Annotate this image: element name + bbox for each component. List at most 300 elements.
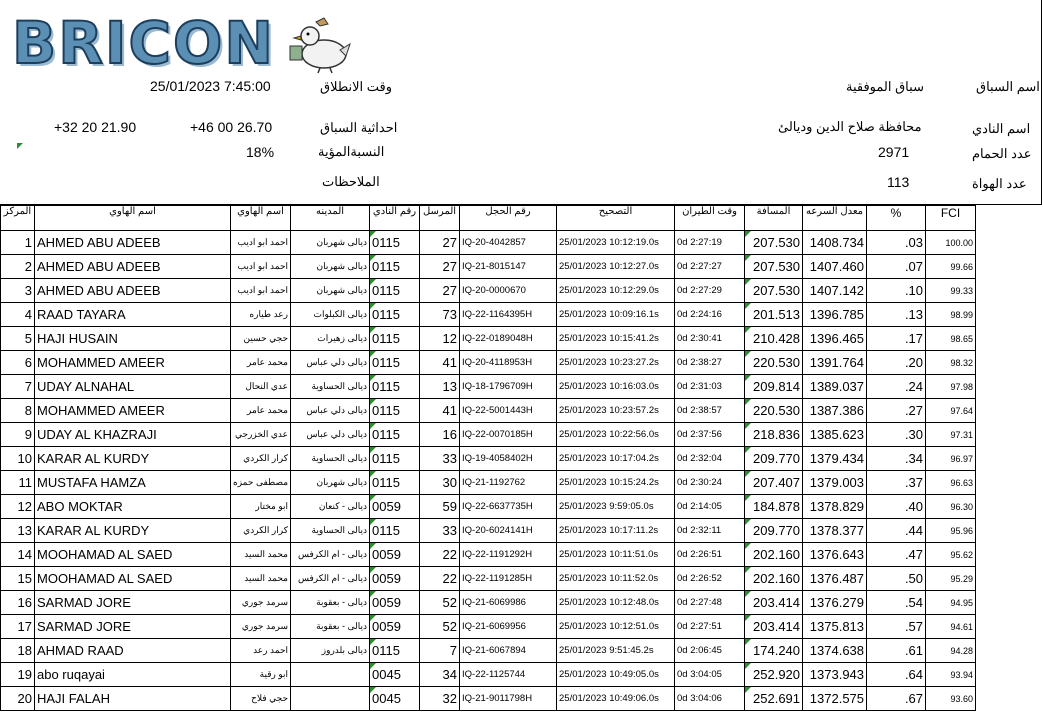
cell-flight-time: 0d 2:24:16 [675,303,745,327]
table-row [1,327,976,351]
table-row [1,519,976,543]
cell-distance: 209.770 [745,519,803,543]
logo-text: BRICON [12,9,275,77]
cell-club: 0045 [370,687,420,711]
cell-percent: .54 [867,591,926,615]
cell-city: ديالى زهيرات [291,327,370,351]
col-flight-time: وقت الطيران [675,206,745,231]
cell-fci: 94.28 [926,639,976,663]
pigeon-mascot-icon [280,16,352,74]
table-header-row [1,206,976,231]
col-percent: % [867,206,926,231]
percent-label: النسبةالمؤية [318,144,385,159]
cell-distance: 207.407 [745,471,803,495]
cell-name-en: HAJI FALAH [35,687,231,711]
green-corner-mark [17,143,23,149]
cell-percent: .30 [867,423,926,447]
cell-name-en: SARMAD JORE [35,591,231,615]
cell-percent: .61 [867,639,926,663]
cell-percent: .10 [867,279,926,303]
cell-name-ar: عدي الخزرجي [231,423,291,447]
col-city: المدينه [291,206,370,231]
cell-correction: 25/01/2023 10:12:19.0s [557,231,675,255]
cell-fci: 95.29 [926,567,976,591]
cell-club: 0059 [370,591,420,615]
notes-label: الملاحظات [322,174,380,189]
cell-percent: .34 [867,447,926,471]
cell-name-en: KARAR AL KURDY [35,447,231,471]
cell-ring: IQ-19-4058402H [460,447,557,471]
cell-speed: 1374.638 [803,639,867,663]
cell-name-en: AHMAD RAAD [35,639,231,663]
cell-sent: 59 [420,495,460,519]
cell-city: ديالى شهربان [291,279,370,303]
cell-name-ar: احمد ابو اديب [231,279,291,303]
cell-flight-time: 0d 2:26:52 [675,567,745,591]
cell-rank: 17 [1,615,35,639]
cell-distance: 210.428 [745,327,803,351]
cell-ring: IQ-22-6637735H [460,495,557,519]
cell-city [291,687,370,711]
cell-correction: 25/01/2023 9:51:45.2s [557,639,675,663]
cell-flight-time: 0d 2:26:51 [675,543,745,567]
cell-city: ديالى الكبلوات [291,303,370,327]
cell-rank: 3 [1,279,35,303]
cell-club: 0115 [370,303,420,327]
cell-name-en: MOHAMMED AMEER [35,399,231,423]
cell-sent: 32 [420,687,460,711]
cell-rank: 20 [1,687,35,711]
cell-fci: 94.61 [926,615,976,639]
cell-city: ديالى الحساوية [291,519,370,543]
cell-sent: 41 [420,351,460,375]
cell-speed: 1378.829 [803,495,867,519]
cell-club: 0115 [370,423,420,447]
cell-city: ديالى شهربان [291,471,370,495]
table-row [1,543,976,567]
cell-sent: 33 [420,447,460,471]
cell-city: ديالى دلي عباس [291,351,370,375]
cell-sent: 34 [420,663,460,687]
cell-name-en: SARMAD JORE [35,615,231,639]
cell-fci: 96.97 [926,447,976,471]
cell-name-en: UDAY AL KHAZRAJI [35,423,231,447]
cell-flight-time: 0d 3:04:06 [675,687,745,711]
cell-name-ar: كرار الكردي [231,519,291,543]
cell-rank: 9 [1,423,35,447]
cell-flight-time: 0d 2:27:19 [675,231,745,255]
fanciers-value: 113 [887,174,910,190]
table-row [1,663,976,687]
cell-correction: 25/01/2023 10:12:29.0s [557,279,675,303]
cell-flight-time: 0d 2:32:04 [675,447,745,471]
cell-percent: .03 [867,231,926,255]
cell-city: ديالى شهربان [291,255,370,279]
cell-speed: 1376.487 [803,567,867,591]
cell-fci: 94.95 [926,591,976,615]
club-name-label: اسم النادي [972,121,1031,136]
cell-city: ديالى دلي عباس [291,399,370,423]
cell-name-ar: ابو رقية [231,663,291,687]
cell-ring: IQ-22-1125744 [460,663,557,687]
cell-city: ديالى الحساوية [291,447,370,471]
table-row [1,375,976,399]
cell-flight-time: 0d 2:27:27 [675,255,745,279]
cell-correction: 25/01/2023 10:11:52.0s [557,567,675,591]
cell-distance: 220.530 [745,399,803,423]
cell-rank: 11 [1,471,35,495]
cell-name-en: AHMED ABU ADEEB [35,255,231,279]
cell-rank: 8 [1,399,35,423]
cell-ring: IQ-21-6069986 [460,591,557,615]
cell-flight-time: 0d 3:04:05 [675,663,745,687]
table-row [1,615,976,639]
cell-name-ar: سرمد جوري [231,591,291,615]
cell-fci: 93.94 [926,663,976,687]
cell-club: 0115 [370,519,420,543]
cell-name-en: AHMED ABU ADEEB [35,231,231,255]
cell-percent: .24 [867,375,926,399]
cell-sent: 22 [420,543,460,567]
cell-flight-time: 0d 2:38:57 [675,399,745,423]
cell-name-ar: سرمد جوري [231,615,291,639]
cell-rank: 10 [1,447,35,471]
cell-sent: 33 [420,519,460,543]
col-correction: التصحيح [557,206,675,231]
cell-name-ar: ابو مختار [231,495,291,519]
cell-correction: 25/01/2023 10:49:06.0s [557,687,675,711]
cell-club: 0059 [370,615,420,639]
cell-name-en: HAJI HUSAIN [35,327,231,351]
cell-speed: 1375.813 [803,615,867,639]
cell-rank: 7 [1,375,35,399]
cell-percent: .27 [867,399,926,423]
cell-ring: IQ-21-6067894 [460,639,557,663]
cell-flight-time: 0d 2:27:48 [675,591,745,615]
cell-city: ديالى الحساوية [291,375,370,399]
coords-lon: +32 20 21.90 [54,119,137,135]
cell-name-ar: حجي حسين [231,327,291,351]
cell-distance: 184.878 [745,495,803,519]
cell-city: ديالى بلدروز [291,639,370,663]
cell-correction: 25/01/2023 10:23:57.2s [557,399,675,423]
cell-rank: 19 [1,663,35,687]
bricon-logo [12,9,342,77]
cell-club: 0115 [370,351,420,375]
col-name-en: اسم الهاوي [35,206,231,231]
cell-fci: 97.98 [926,375,976,399]
pigeons-value: 2971 [878,144,910,160]
cell-distance: 252.920 [745,663,803,687]
cell-speed: 1376.279 [803,591,867,615]
cell-name-ar: احمد ابو اديب [231,255,291,279]
cell-percent: .57 [867,615,926,639]
cell-sent: 12 [420,327,460,351]
cell-ring: IQ-22-0189048H [460,327,557,351]
cell-name-en: MUSTAFA HAMZA [35,471,231,495]
col-distance: المسافة [745,206,803,231]
cell-name-ar: حجي فلاح [231,687,291,711]
cell-correction: 25/01/2023 10:11:51.0s [557,543,675,567]
cell-sent: 30 [420,471,460,495]
cell-city: ديالى دلي عباس [291,423,370,447]
col-name-ar: اسم الهاوي [231,206,291,231]
cell-name-en: MOOHAMAD AL SAED [35,543,231,567]
cell-rank: 6 [1,351,35,375]
cell-flight-time: 0d 2:32:11 [675,519,745,543]
cell-ring: IQ-22-1191292H [460,543,557,567]
cell-correction: 25/01/2023 10:15:41.2s [557,327,675,351]
cell-distance: 203.414 [745,591,803,615]
cell-percent: .37 [867,471,926,495]
cell-correction: 25/01/2023 10:12:48.0s [557,591,675,615]
coords-lat: +46 00 26.70 [190,119,273,135]
club-name-value: محافظة صلاح الدين وديالئ [778,119,922,134]
cell-flight-time: 0d 2:30:24 [675,471,745,495]
cell-percent: .64 [867,663,926,687]
cell-city: ديالى - بعقوبة [291,591,370,615]
cell-fci: 98.65 [926,327,976,351]
cell-name-ar: احمد ابو اديب [231,231,291,255]
cell-rank: 15 [1,567,35,591]
cell-distance: 220.530 [745,351,803,375]
cell-rank: 16 [1,591,35,615]
cell-fci: 95.62 [926,543,976,567]
cell-name-ar: محمد السيد [231,567,291,591]
cell-ring: IQ-22-5001443H [460,399,557,423]
cell-name-ar: محمد السيد [231,543,291,567]
cell-distance: 252.691 [745,687,803,711]
cell-name-ar: مصطفى حمزه [231,471,291,495]
cell-speed: 1378.377 [803,519,867,543]
table-row [1,687,976,711]
cell-club: 0059 [370,543,420,567]
cell-flight-time: 0d 2:37:56 [675,423,745,447]
cell-correction: 25/01/2023 10:15:24.2s [557,471,675,495]
cell-fci: 93.60 [926,687,976,711]
cell-ring: IQ-20-6024141H [460,519,557,543]
cell-percent: .67 [867,687,926,711]
cell-city: ديالى - بعقوبة [291,615,370,639]
cell-percent: .40 [867,495,926,519]
table-row [1,351,976,375]
cell-club: 0115 [370,399,420,423]
cell-city: ديالى - كنعان [291,495,370,519]
cell-rank: 2 [1,255,35,279]
cell-ring: IQ-22-1164395H [460,303,557,327]
cell-club: 0115 [370,471,420,495]
cell-percent: .47 [867,543,926,567]
cell-sent: 73 [420,303,460,327]
cell-rank: 12 [1,495,35,519]
cell-distance: 218.836 [745,423,803,447]
cell-sent: 41 [420,399,460,423]
col-speed: معدل السرعه [803,206,867,231]
cell-name-ar: محمد عامر [231,399,291,423]
cell-fci: 98.99 [926,303,976,327]
cell-speed: 1387.386 [803,399,867,423]
table-row [1,567,976,591]
start-time-label: وقت الانطلاق [320,79,393,94]
pigeons-label: عدد الحمام [972,146,1032,161]
col-club: رقم النادي [370,206,420,231]
cell-speed: 1389.037 [803,375,867,399]
cell-flight-time: 0d 2:30:41 [675,327,745,351]
cell-name-ar: كرار الكردي [231,447,291,471]
cell-correction: 25/01/2023 10:23:27.2s [557,351,675,375]
cell-distance: 203.414 [745,615,803,639]
race-name-value: سباق الموفقية [846,79,924,94]
cell-sent: 16 [420,423,460,447]
cell-name-en: RAAD TAYARA [35,303,231,327]
cell-speed: 1408.734 [803,231,867,255]
results-table [0,205,976,711]
cell-club: 0115 [370,255,420,279]
cell-flight-time: 0d 2:06:45 [675,639,745,663]
cell-speed: 1396.465 [803,327,867,351]
cell-distance: 207.530 [745,255,803,279]
cell-city [291,663,370,687]
cell-fci: 95.96 [926,519,976,543]
col-ring: رقم الحجل [460,206,557,231]
cell-distance: 202.160 [745,567,803,591]
cell-speed: 1373.943 [803,663,867,687]
cell-name-en: KARAR AL KURDY [35,519,231,543]
cell-ring: IQ-21-8015147 [460,255,557,279]
cell-name-ar: رعد طياره [231,303,291,327]
cell-club: 0059 [370,567,420,591]
cell-distance: 209.814 [745,375,803,399]
cell-percent: .17 [867,327,926,351]
cell-speed: 1379.434 [803,447,867,471]
cell-speed: 1396.785 [803,303,867,327]
cell-club: 0059 [370,495,420,519]
cell-fci: 96.30 [926,495,976,519]
col-rank: المركز [1,206,35,231]
cell-fci: 100.00 [926,231,976,255]
cell-percent: .07 [867,255,926,279]
cell-percent: .50 [867,567,926,591]
table-row [1,423,976,447]
cell-name-en: UDAY ALNAHAL [35,375,231,399]
fanciers-label: عدد الهواة [972,176,1027,191]
cell-percent: .13 [867,303,926,327]
cell-fci: 97.64 [926,399,976,423]
cell-name-en: MOHAMMED AMEER [35,351,231,375]
cell-name-en: MOOHAMAD AL SAED [35,567,231,591]
cell-club: 0045 [370,663,420,687]
cell-name-en: ABO MOKTAR [35,495,231,519]
cell-rank: 14 [1,543,35,567]
cell-sent: 52 [420,591,460,615]
col-fci: FCI [926,206,976,231]
table-row [1,471,976,495]
cell-ring: IQ-21-9011798H [460,687,557,711]
cell-correction: 25/01/2023 9:59:05.0s [557,495,675,519]
cell-distance: 201.513 [745,303,803,327]
cell-fci: 99.33 [926,279,976,303]
cell-percent: .20 [867,351,926,375]
cell-speed: 1407.142 [803,279,867,303]
cell-flight-time: 0d 2:31:03 [675,375,745,399]
cell-club: 0115 [370,231,420,255]
race-name-label: اسم السباق [976,79,1040,94]
cell-flight-time: 0d 2:27:29 [675,279,745,303]
cell-name-en: AHMED ABU ADEEB [35,279,231,303]
percent-value: 18% [246,144,275,160]
cell-club: 0115 [370,447,420,471]
coords-label: احداثية السباق [320,120,398,135]
table-row [1,591,976,615]
cell-fci: 98.32 [926,351,976,375]
cell-correction: 25/01/2023 10:17:04.2s [557,447,675,471]
cell-sent: 13 [420,375,460,399]
cell-club: 0115 [370,279,420,303]
cell-sent: 22 [420,567,460,591]
cell-city: ديالى شهربان [291,231,370,255]
cell-club: 0115 [370,639,420,663]
cell-correction: 25/01/2023 10:17:11.2s [557,519,675,543]
table-row [1,639,976,663]
cell-correction: 25/01/2023 10:22:56.0s [557,423,675,447]
cell-ring: IQ-22-1191285H [460,567,557,591]
cell-distance: 207.530 [745,279,803,303]
cell-ring: IQ-20-4042857 [460,231,557,255]
cell-percent: .44 [867,519,926,543]
cell-fci: 97.31 [926,423,976,447]
table-row [1,447,976,471]
cell-ring: IQ-20-0000670 [460,279,557,303]
cell-rank: 5 [1,327,35,351]
cell-correction: 25/01/2023 10:12:51.0s [557,615,675,639]
table-row [1,495,976,519]
cell-correction: 25/01/2023 10:16:03.0s [557,375,675,399]
col-sent: المرسل [420,206,460,231]
cell-flight-time: 0d 2:27:51 [675,615,745,639]
cell-city: ديالى - ام الكرفس [291,543,370,567]
cell-ring: IQ-22-0070185H [460,423,557,447]
cell-correction: 25/01/2023 10:12:27.0s [557,255,675,279]
cell-sent: 7 [420,639,460,663]
cell-correction: 25/01/2023 10:09:16.1s [557,303,675,327]
cell-rank: 4 [1,303,35,327]
cell-speed: 1407.460 [803,255,867,279]
cell-rank: 18 [1,639,35,663]
cell-distance: 174.240 [745,639,803,663]
cell-name-ar: احمد رعد [231,639,291,663]
cell-city: ديالى - ام الكرفس [291,567,370,591]
cell-fci: 99.66 [926,255,976,279]
table-row [1,303,976,327]
cell-distance: 207.530 [745,231,803,255]
start-time-value: 25/01/2023 7:45:00 [150,78,271,94]
cell-flight-time: 0d 2:14:05 [675,495,745,519]
table-row [1,399,976,423]
cell-sent: 27 [420,255,460,279]
cell-ring: IQ-20-4118953H [460,351,557,375]
table-row [1,255,976,279]
cell-sent: 27 [420,231,460,255]
cell-fci: 96.63 [926,471,976,495]
cell-sent: 27 [420,279,460,303]
cell-ring: IQ-21-1192762 [460,471,557,495]
cell-rank: 13 [1,519,35,543]
table-row [1,279,976,303]
cell-club: 0115 [370,327,420,351]
cell-speed: 1391.764 [803,351,867,375]
cell-speed: 1379.003 [803,471,867,495]
cell-club: 0115 [370,375,420,399]
